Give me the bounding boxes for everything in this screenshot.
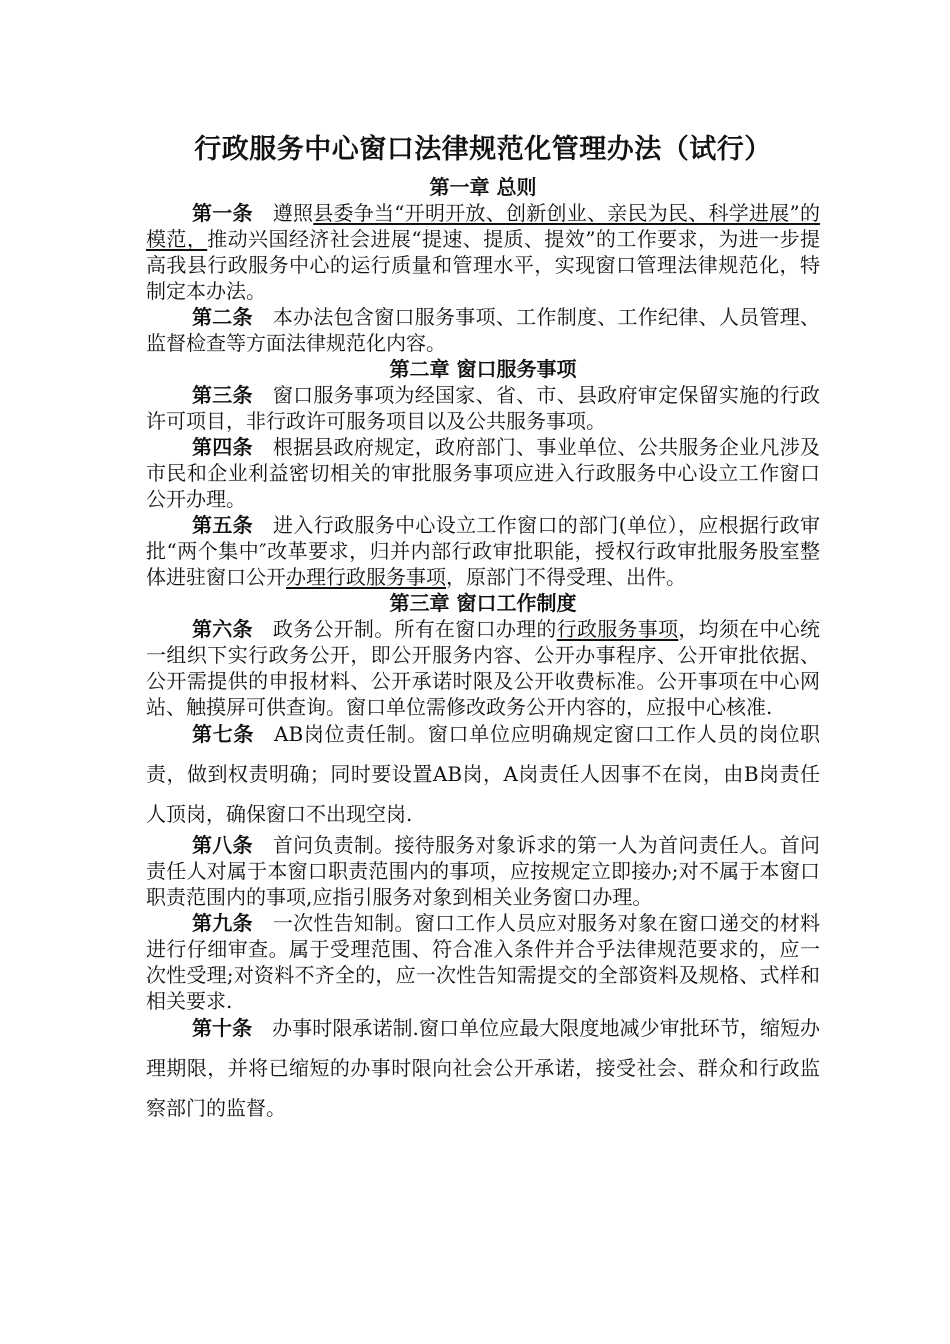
article-8 (146, 832, 820, 910)
article-number: 第四条 (192, 435, 253, 459)
article-number: 第九条 (192, 911, 253, 935)
article-text: 办事时限承诺制.窗口单位应最大限度地减少审批环节，缩短办理期限，并将已缩短的办事时限向社会公开承诺，接受社会、群众和行政监察部门的监督。 (146, 1016, 821, 1120)
article-number: 第八条 (192, 833, 253, 857)
article-4 (146, 434, 820, 512)
article-number: 第一条 (192, 201, 253, 225)
article-5 (146, 512, 820, 590)
article-number: 第六条 (192, 617, 253, 641)
article-text: 政务公开制。所有在窗口办理的 (272, 617, 557, 641)
article-text: ，原部门不得受理、出件。 (446, 565, 686, 589)
article-text: 进入行政服务中心设立工作窗口的部门(单位），应根据行政审批“两个集中″改革要求，归并内部行政审批职能，授权行政审批服务股室整体进驻窗口公开 (146, 513, 821, 589)
article-text: 推动兴国经济社会进展“提速、提质、提效”的工作要求，为进一步提高我县行政服务中心的运行质量和管理水平，实现窗口管理法律规范化，特制定本办法。 (146, 227, 820, 303)
article-text: ，均须在中心统一组织下实行政务公开，即公开服务内容、公开办事程序、公开审批依据、公开需提供的申报材料、公开承诺时限及公开收费标准。公开事项在中心网站、触摸屏可供查询。窗口单位需修改政务公开内容的，应报中心核准. (146, 617, 821, 719)
underlined-text: 县委争当“开明开放、创新创业、亲民为民、科学进展”的模范， (146, 201, 821, 251)
document-title: 行政服务中心窗口法律规范化管理办法（试行） (194, 134, 772, 165)
article-text: 根据县政府规定，政府部门、事业单位、公共服务企业凡涉及市民和企业利益密切相关的审批服务事项应进入行政服务中心设立工作窗口公开办理。 (146, 435, 821, 511)
article-text: 遵照 (272, 201, 314, 225)
chapter-1-heading: 第一章 总则 (429, 175, 537, 199)
article-text: 窗口服务事项为经国家、省、市、县政府审定保留实施的行政许可项目，非行政许可服务项目以及公共服务事项。 (146, 383, 821, 433)
article-1 (146, 200, 820, 304)
underlined-text: 行政服务事项 (556, 617, 679, 641)
article-text: 首问负责制。接待服务对象诉求的第一人为首问责任人。首问责任人对属于本窗口职责范围内的事项，应按规定立即接办;对不属于本窗口职责范围内的事项,应指引服务对象到相关业务窗口办理。 (146, 833, 821, 909)
article-number: 第七条 (192, 722, 255, 746)
article-2 (146, 304, 820, 356)
underlined-text: 办理行政服务事项 (286, 565, 446, 589)
article-10 (146, 1008, 820, 1128)
article-6 (146, 616, 820, 720)
article-7 (146, 714, 820, 834)
article-number: 第五条 (192, 513, 254, 537)
article-number: 第二条 (192, 305, 253, 329)
article-number: 第十条 (192, 1016, 253, 1040)
chapter-3-heading: 第三章 窗口工作制度 (389, 591, 577, 615)
article-text: 一次性告知制。窗口工作人员应对服务对象在窗口递交的材料进行仔细审查。属于受理范围、符合准入条件并合乎法律规范要求的，应一次性受理;对资料不齐全的，应一次性告知需提交的全部资料及规格、式样和相关要求. (146, 911, 821, 1013)
article-text: AB岗位责任制。窗口单位应明确规定窗口工作人员的岗位职责，做到权责明确；同时要设置AB岗，A岗责任人因事不在岗，由B岗责任人顶岗，确保窗口不出现空岗. (146, 722, 821, 826)
article-9 (146, 910, 820, 1014)
article-3 (146, 382, 820, 434)
article-number: 第三条 (192, 383, 253, 407)
chapter-2-heading: 第二章 窗口服务事项 (389, 357, 577, 381)
article-text: 本办法包含窗口服务事项、工作制度、工作纪律、人员管理、监督检查等方面法律规范化内容。 (146, 305, 821, 355)
